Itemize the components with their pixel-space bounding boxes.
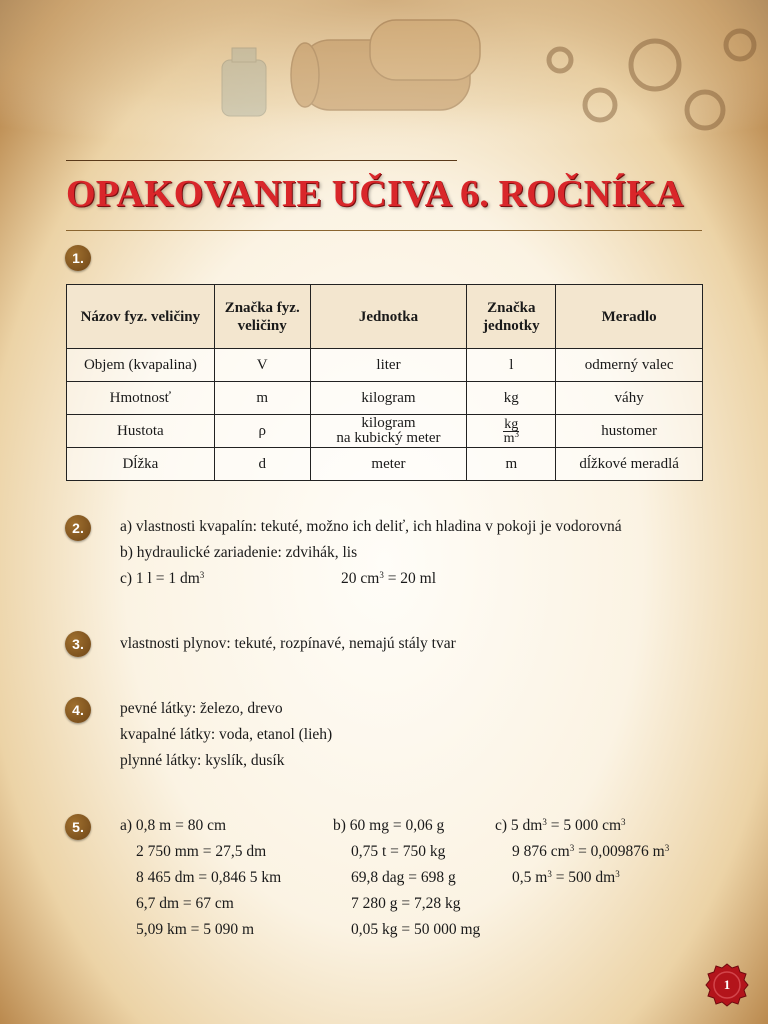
table-header-cell: Názov fyz. veličiny [67, 285, 215, 349]
page-title: OPAKOVANIE UČIVA 6. ROČNÍKA [66, 173, 684, 215]
table-cell: kg [467, 382, 556, 415]
conversion-a: 8 465 dm = 0,846 5 km [136, 869, 282, 886]
section-number-4: 4. [65, 697, 91, 723]
table-cell: V [214, 349, 310, 382]
section-number-3: 3. [65, 631, 91, 657]
table-header-cell: Meradlo [556, 285, 703, 349]
table-cell: m [214, 382, 310, 415]
section-2-line-a: a) vlastnosti kvapalín: tekuté, možno ich deliť, ich hladina v pokoji je vodorovná [120, 518, 622, 535]
table-cell: dĺžkové meradlá [556, 448, 703, 481]
density-unit-fraction [503, 418, 519, 445]
conversion-c [512, 843, 669, 861]
section-2-line-c1 [120, 570, 204, 588]
table-cell: liter [310, 349, 467, 382]
quantities-table [66, 284, 703, 481]
table-cell: ρ [214, 415, 310, 448]
conversion-a: 5,09 km = 5 090 m [136, 921, 255, 938]
conversion-c-left: 9 876 cm [512, 843, 570, 860]
density-unit-line1: kilogram [361, 415, 416, 431]
conversion-b: b) 60 mg = 0,06 g [333, 817, 445, 834]
conversion-c-right: = 500 dm [551, 869, 616, 886]
title-rule-bottom [66, 230, 702, 231]
table-row [67, 415, 703, 448]
header-decoration [0, 0, 768, 170]
fraction-denominator-base: m [503, 430, 515, 446]
table-header-cell: Značka jednotky [467, 285, 556, 349]
section-number-2: 2. [65, 515, 91, 541]
table-cell: Objem (kvapalina) [67, 349, 215, 382]
table-header-cell: Značka fyz. veličiny [214, 285, 310, 349]
table-cell: d [214, 448, 310, 481]
section-2-c1-text: c) 1 l = 1 dm [120, 570, 200, 587]
conversion-a: 6,7 dm = 67 cm [136, 895, 234, 912]
table-row [67, 448, 703, 481]
conversion-c-right: = 5 000 cm [546, 817, 622, 834]
section-2-c2-text: 20 cm [341, 570, 380, 587]
title-rule-top [66, 160, 457, 161]
table-cell: odmerný valec [556, 349, 703, 382]
section-2-c1-exponent: 3 [199, 570, 205, 580]
page-number: 1 [723, 977, 731, 992]
table-cell-density-symbol [467, 415, 556, 448]
conversion-c-exp: 3 [569, 843, 575, 853]
conversion-c-exp: 3 [621, 817, 626, 827]
conversion-c-exp: 3 [664, 843, 670, 853]
table-cell: hustomer [556, 415, 703, 448]
conversion-c-exp: 3 [542, 817, 547, 827]
table-cell: m [467, 448, 556, 481]
conversion-b: 0,75 t = 750 kg [351, 843, 446, 860]
conversion-c-left: 0,5 m [512, 869, 548, 886]
conversion-b: 69,8 dag = 698 g [351, 869, 456, 886]
section-3-text: vlastnosti plynov: tekuté, rozpínavé, nemajú stály tvar [120, 635, 456, 652]
conversion-a: a) 0,8 m = 80 cm [120, 817, 227, 834]
conversion-c [495, 817, 626, 835]
table-header-cell: Jednotka [310, 285, 467, 349]
density-unit-line2: na kubický meter [336, 430, 441, 446]
table-cell: kilogram [310, 382, 467, 415]
table-cell: Dĺžka [67, 448, 215, 481]
table-cell: meter [310, 448, 467, 481]
fraction-numerator: kg [504, 416, 519, 432]
section-2-line-b: b) hydraulické zariadenie: zdvihák, lis [120, 544, 358, 561]
section-4-line: kvapalné látky: voda, etanol (lieh) [120, 726, 333, 743]
conversion-c-exp: 3 [547, 869, 552, 879]
section-4-line: pevné látky: železo, drevo [120, 700, 283, 717]
conversion-c-right: = 0,009876 m [574, 843, 665, 860]
section-4-line: plynné látky: kyslík, dusík [120, 752, 285, 769]
section-number-5: 5. [65, 814, 91, 840]
fraction-denominator [503, 428, 519, 446]
table-row [67, 349, 703, 382]
conversion-c-exp: 3 [615, 869, 620, 879]
conversion-a: 2 750 mm = 27,5 dm [136, 843, 267, 860]
table-cell: Hmotnosť [67, 382, 215, 415]
section-number-1: 1. [65, 245, 91, 271]
table-cell-density-unit [310, 415, 467, 448]
table-header-row [67, 285, 703, 349]
table-cell: Hustota [67, 415, 215, 448]
section-2-c2-rest: = 20 ml [383, 570, 437, 587]
table-cell: váhy [556, 382, 703, 415]
conversion-c [512, 869, 620, 887]
table-cell: l [467, 349, 556, 382]
conversion-c-left: c) 5 dm [495, 817, 543, 834]
section-2-c2-exponent: 3 [379, 570, 384, 580]
section-2-line-c2 [341, 570, 436, 588]
fraction-denominator-exponent: 3 [514, 428, 519, 439]
conversion-b: 0,05 kg = 50 000 mg [351, 921, 481, 938]
table-row [67, 382, 703, 415]
conversion-b: 7 280 g = 7,28 kg [351, 895, 461, 912]
